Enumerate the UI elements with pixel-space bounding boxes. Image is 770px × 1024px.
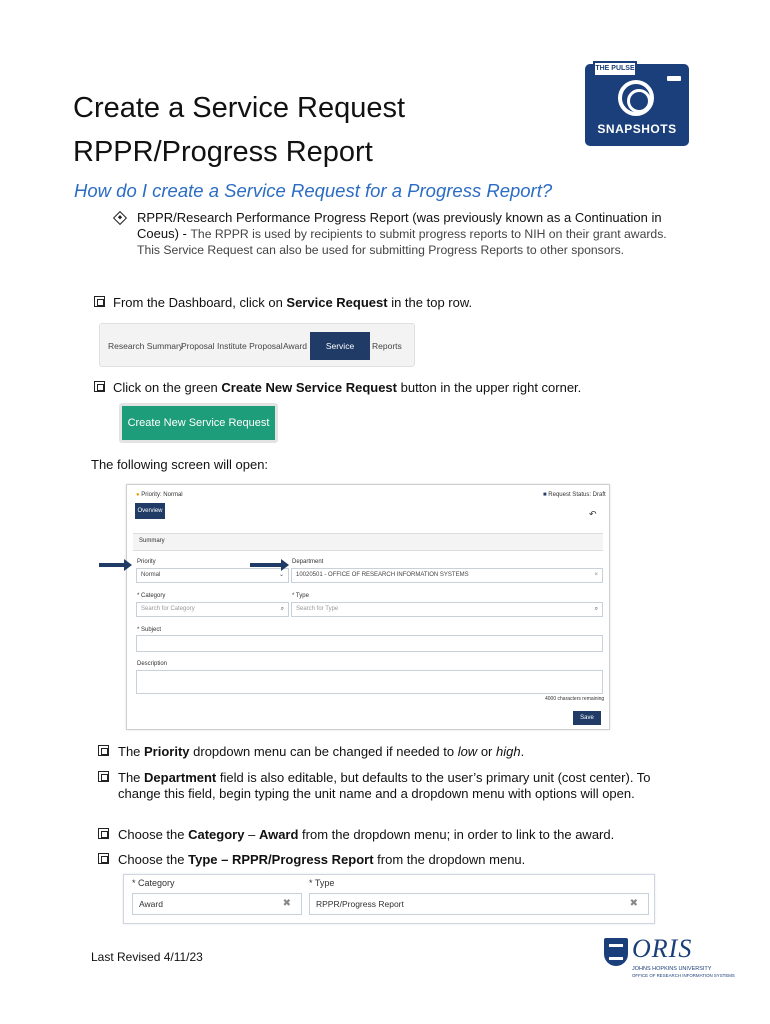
camera-lens-icon xyxy=(618,80,654,116)
intro-paragraph xyxy=(137,210,677,258)
checkbox-icon xyxy=(98,771,109,782)
description-textarea[interactable] xyxy=(136,670,603,694)
jhu-shield-icon xyxy=(604,938,628,966)
bullet-category: Choose the Category – Award from the dropdown menu; in order to link to the award. xyxy=(118,827,615,842)
priority-dropdown[interactable]: Normal ⌄ xyxy=(136,568,289,583)
logo-tab: THE PULSE xyxy=(593,61,637,77)
request-status: ■ Request Status: Draft xyxy=(543,492,606,498)
nav-screenshot xyxy=(99,323,415,379)
snapshots-logo xyxy=(585,64,689,146)
search-icon: ⌕ xyxy=(594,606,598,612)
nav-tab-reports[interactable]: Reports xyxy=(372,341,402,351)
page-title: Create a Service Request xyxy=(73,92,406,124)
diamond-bullet-icon xyxy=(113,211,127,225)
step2-bold: Create New Service Request xyxy=(221,380,397,395)
checkbox-icon xyxy=(94,296,105,307)
step1-pre: From the Dashboard, click on xyxy=(113,295,287,310)
priority-status: ● Priority: Normal xyxy=(136,492,183,498)
checkbox-icon xyxy=(94,381,105,392)
step1-post: in the top row. xyxy=(387,295,473,310)
oris-subtitle-1: JOHNS HOPKINS UNIVERSITY xyxy=(632,966,712,972)
nav-tab-service-request[interactable]: Service Request xyxy=(310,332,370,360)
characters-remaining: 4000 characters remaining xyxy=(545,696,605,702)
oris-subtitle-2: OFFICE OF RESEARCH INFORMATION SYSTEMS xyxy=(632,973,735,978)
step-dashboard xyxy=(113,295,472,311)
arrow-icon xyxy=(250,563,282,567)
service-request-form-screenshot xyxy=(126,484,610,730)
intro-body: The RPPR is used by recipients to submit progress reports to NIH on their grant awards. This Service Request can also be used for submitting Progress Reports to other sponsors. xyxy=(137,227,667,257)
step1-bold: Service Request xyxy=(286,295,388,310)
category-label: * Category xyxy=(132,878,175,888)
oris-logo xyxy=(604,934,735,984)
search-icon: ⌕ xyxy=(280,606,284,612)
department-field[interactable]: 10020501 - OFFICE OF RESEARCH INFORMATION SYSTEMS × xyxy=(291,568,603,583)
checkbox-icon xyxy=(98,828,109,839)
description-label: Description xyxy=(137,661,168,667)
subject-input[interactable] xyxy=(136,635,603,652)
intro-dash: - xyxy=(178,226,191,241)
priority-label: Priority xyxy=(137,559,156,565)
bullet-type: Choose the Type – RPPR/Progress Report from the dropdown menu. xyxy=(118,852,526,867)
step2-pre: Click on the green xyxy=(113,380,222,395)
category-type-screenshot xyxy=(123,874,655,924)
clear-icon: ✖ xyxy=(282,898,291,909)
type-label: * Type xyxy=(292,593,309,599)
nav-tab-proposal[interactable]: Proposal xyxy=(181,341,215,351)
checkbox-icon xyxy=(98,853,109,864)
undo-icon[interactable]: ↶ xyxy=(589,509,597,519)
camera-flash-icon xyxy=(667,76,681,81)
save-button[interactable]: Save xyxy=(573,711,601,725)
type-search-input[interactable]: Search for Type ⌕ xyxy=(291,602,603,617)
logo-label: SNAPSHOTS xyxy=(597,122,677,136)
intro-lead: RPPR/Research Performance Progress Report (was previously known as a Continuation in Coeus) xyxy=(137,210,662,241)
summary-heading: Summary xyxy=(139,538,165,544)
overview-button[interactable]: Overview xyxy=(135,503,165,519)
category-label: * Category xyxy=(137,593,166,599)
bullet-priority: The Priority dropdown menu can be changed if needed to low or high. xyxy=(118,744,525,759)
step2-post: button in the upper right corner. xyxy=(397,380,582,395)
page-title-line2: RPPR/Progress Report xyxy=(73,136,373,168)
category-field[interactable]: Award ✖ xyxy=(132,893,302,915)
step-create-button xyxy=(113,380,581,396)
category-search-input[interactable]: Search for Category ⌕ xyxy=(136,602,289,617)
nav-tab-research-summary[interactable]: Research Summary xyxy=(108,341,184,351)
clear-icon: ✖ xyxy=(629,898,638,909)
nav-tab-award[interactable]: Award xyxy=(283,341,307,351)
following-screen-text: The following screen will open: xyxy=(91,457,269,472)
bullet-department: The Department field is also editable, but defaults to the user’s primary unit (cost center). To change this field, begin typing the unit name and a dropdown menu with options will open. xyxy=(118,770,651,801)
department-label: Department xyxy=(292,559,324,565)
summary-bar xyxy=(133,533,603,551)
arrow-icon xyxy=(99,563,125,567)
create-new-service-request-button[interactable]: Create New Service Request xyxy=(119,403,278,443)
last-revised: Last Revised 4/11/23 xyxy=(91,950,203,964)
oris-wordmark: ORIS xyxy=(632,934,693,963)
subject-label: * Subject xyxy=(137,627,162,633)
page-subtitle: How do I create a Service Request for a Progress Report? xyxy=(74,180,553,201)
nav-tab-institute-proposal[interactable]: Institute Proposal xyxy=(217,341,283,351)
checkbox-icon xyxy=(98,745,109,756)
type-label: * Type xyxy=(309,878,335,888)
type-field[interactable]: RPPR/Progress Report ✖ xyxy=(309,893,649,915)
